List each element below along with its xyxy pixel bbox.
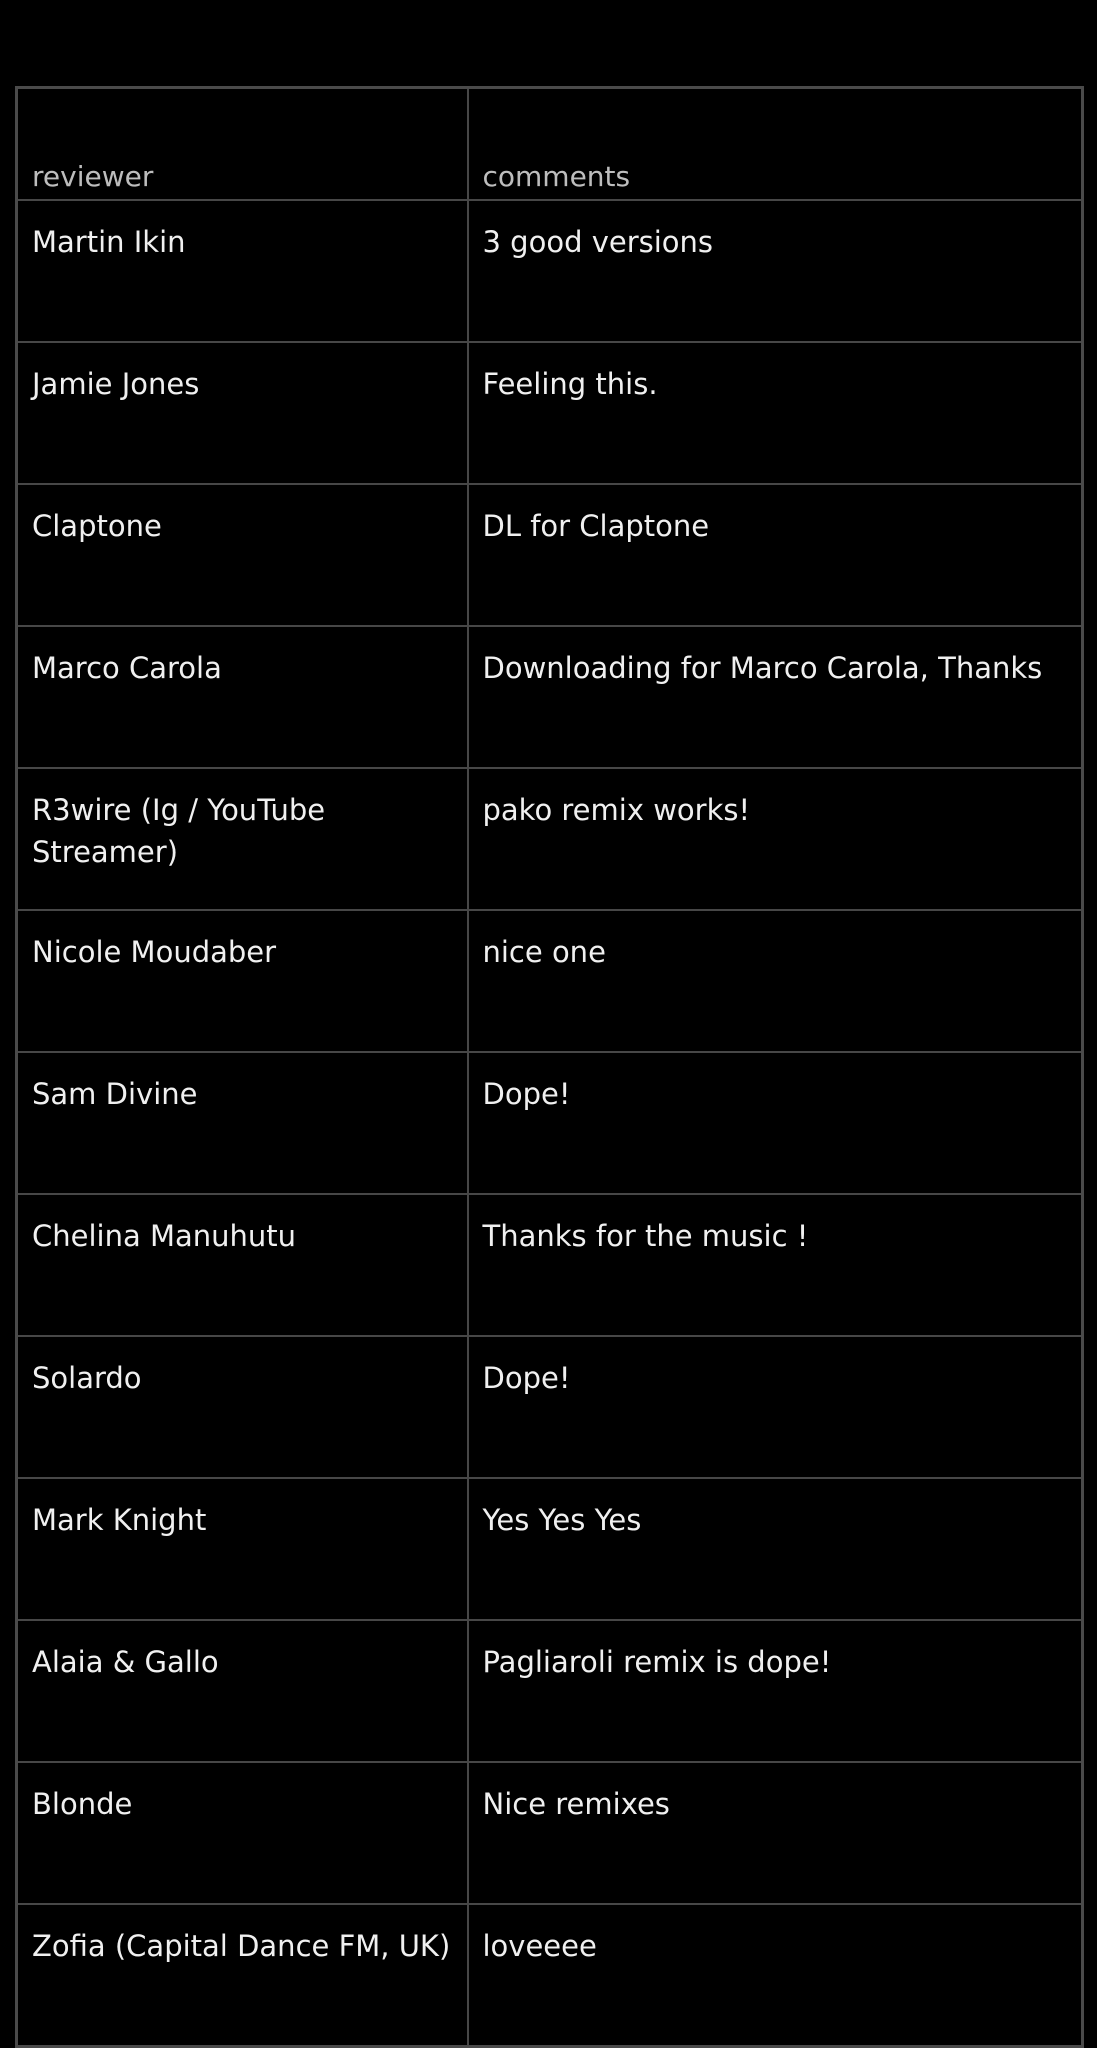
reviewer-cell: Nicole Moudaber (17, 910, 468, 1052)
table-row (17, 484, 1083, 626)
table-row (17, 626, 1083, 768)
table-row (17, 200, 1083, 342)
reviewer-cell: Sam Divine (17, 1052, 468, 1194)
comment-cell: Feeling this. (468, 342, 1083, 484)
comment-cell: loveeee (468, 1904, 1083, 2047)
reviewer-cell: Zofia (Capital Dance FM, UK) (17, 1904, 468, 2047)
comment-cell: DL for Claptone (468, 484, 1083, 626)
reviewer-cell: Martin Ikin (17, 200, 468, 342)
comment-cell: Dope! (468, 1052, 1083, 1194)
comment-cell: Pagliaroli remix is dope! (468, 1620, 1083, 1762)
reviewer-cell: Solardo (17, 1336, 468, 1478)
table-header-row (17, 88, 1083, 201)
table-row (17, 1194, 1083, 1336)
reviewer-cell: Blonde (17, 1762, 468, 1904)
reviewer-cell: Claptone (17, 484, 468, 626)
reviewer-cell: Jamie Jones (17, 342, 468, 484)
reviews-table (15, 86, 1084, 2048)
table-row (17, 1336, 1083, 1478)
comment-cell: Downloading for Marco Carola, Thanks (468, 626, 1083, 768)
table-row (17, 1904, 1083, 2047)
column-header-comments[interactable]: comments (468, 88, 1083, 201)
comment-cell: 3 good versions (468, 200, 1083, 342)
comment-cell: pako remix works! (468, 768, 1083, 910)
comment-cell: Yes Yes Yes (468, 1478, 1083, 1620)
reviewer-cell: Chelina Manuhutu (17, 1194, 468, 1336)
comment-cell: Dope! (468, 1336, 1083, 1478)
reviewer-cell: Mark Knight (17, 1478, 468, 1620)
comment-cell: Thanks for the music ! (468, 1194, 1083, 1336)
table-row (17, 1762, 1083, 1904)
comment-cell: nice one (468, 910, 1083, 1052)
table-row (17, 910, 1083, 1052)
table-row (17, 1620, 1083, 1762)
reviewer-cell: Alaia & Gallo (17, 1620, 468, 1762)
table-row (17, 768, 1083, 910)
table-row (17, 1478, 1083, 1620)
reviewer-cell: R3wire (Ig / YouTube Streamer) (17, 768, 468, 910)
column-header-reviewer[interactable]: reviewer (17, 88, 468, 201)
table-row (17, 342, 1083, 484)
comment-cell: Nice remixes (468, 1762, 1083, 1904)
reviewer-cell: Marco Carola (17, 626, 468, 768)
table-row (17, 1052, 1083, 1194)
